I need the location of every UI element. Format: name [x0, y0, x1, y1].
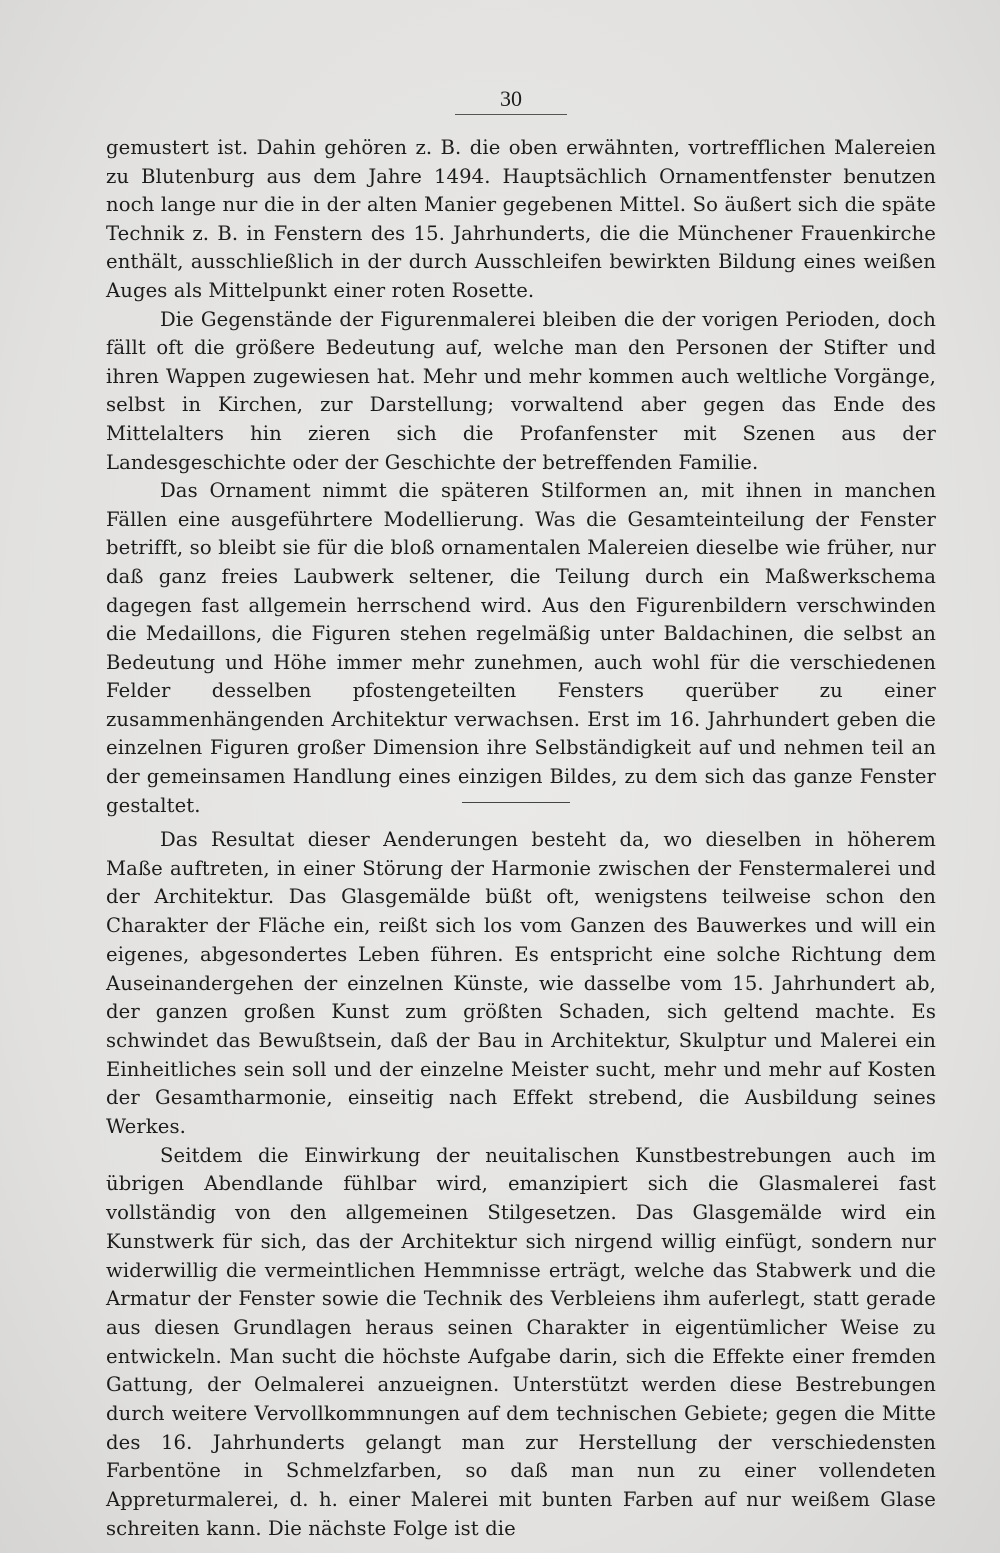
- paragraph: Die Gegenstände der Figurenmalerei bleiben die der vorigen Perioden, doch fällt oft die größere Bedeutung auf, welche man den Personen der Stifter und ihren Wappen zugewiesen hat. Mehr und mehr kommen auch weltliche Vorgänge, selbst in Kirchen, zur Darstellung; vorwaltend aber gegen das Ende des Mittelalters hin zieren sich die Profanfenster mit Szenen aus der Landesgeschichte oder der Geschichte der betreffenden Familie.: [106, 307, 936, 474]
- paragraph: Das Ornament nimmt die späteren Stilformen an, mit ihnen in manchen Fällen eine ausgeführtere Modellierung. Was die Gesamteinteilung der Fenster betrifft, so bleibt sie für die bloß ornamentalen Malereien dieselbe wie früher, nur daß ganz freies Laubwerk seltener, die Teilung durch ein Maßwerkschema dagegen fast allgemein herrschend wird. Aus den Figurenbildern verschwinden die Medaillons, die Figuren stehen regelmäßig unter Baldachinen, die selbst an Bedeutung und Höhe immer mehr zunehmen, auch wohl für die verschiedenen Felder desselben pfostengeteilten Fensters querüber zu einer zusammenhängenden Architektur verwachsen. Erst im 16. Jahrhundert geben die einzelnen Figuren großer Dimension ihre Selbständigkeit auf und nehmen teil an der gemeinsamen Handlung eines einzigen Bildes, zu dem sich das ganze Fenster gestaltet.: [106, 479, 936, 817]
- page-number: 30: [500, 86, 522, 111]
- paragraph: Das Resultat dieser Aenderungen besteht da, wo dieselben in höherem Maße auftreten, in einer Störung der Harmonie zwischen der Fenstermalerei und der Architektur. Das Glasgemälde büßt oft, wenigstens teilweise schon den Charakter der Fläche ein, reißt sich los vom Ganzen des Bauwerkes und will ein eigenes, abgesondertes Leben führen. Es entspricht eine solche Richtung dem Auseinandergehen der einzelnen Künste, wie dasselbe vom 15. Jahrhundert ab, der ganzen großen Kunst zum größten Schaden, sich geltend machte. Es schwindet das Bewußtsein, daß der Bau in Architektur, Skulptur und Malerei ein Einheitliches sein soll und der einzelne Meister sucht, mehr und mehr auf Kosten der Gesamtharmonie, einseitig nach Effekt strebend, die Ausbildung seines Werkes.: [106, 828, 936, 1139]
- paragraph: gemustert ist. Dahin gehören z. B. die oben erwähnten, vortrefflichen Malereien zu Blutenburg aus dem Jahre 1494. Hauptsächlich Ornamentfenster benutzen noch lange nur die in der alten Manier gegebenen Mittel. So äußert sich die späte Technik z. B. in Fenstern des 15. Jahrhunderts, die die Münchener Frauenkirche enthält, ausschließlich in der durch Ausschleifen bewirkten Bildung eines weißen Auges als Mittelpunkt einer roten Rosette.: [106, 136, 936, 302]
- text-block-upper: [106, 134, 936, 820]
- paragraph: Seitdem die Einwirkung der neuitalischen Kunstbestrebungen auch im übrigen Abendlande fühlbar wird, emanzipiert sich die Glasmalerei fast vollständig von den allgemeinen Stilgesetzen. Das Glasgemälde wird ein Kunstwerk für sich, das der Architektur sich nirgend willig einfügt, sondern nur widerwillig die vermeintlichen Hemmnisse erträgt, welche das Stabwerk und die Armatur der Fenster sowie die Technik des Verbleiens ihm auferlegt, statt gerade aus diesen Grundlagen heraus seinen Charakter in eigentümlicher Weise zu entwickeln. Man sucht die höchste Aufgabe darin, sich die Effekte einer fremden Gattung, der Oelmalerei anzueignen. Unterstützt werden diese Bestrebungen durch weitere Vervollkommnungen auf dem technischen Gebiete; gegen die Mitte des 16. Jahrhunderts gelangt man zur Herstellung der verschiedensten Farbentöne in Schmelzfarben, so daß man nun zu einer vollendeten Appreturmalerei, d. h. einer Malerei mit bunten Farben auf nur weißem Glase schreiten kann. Die nächste Folge ist die: [106, 1143, 936, 1540]
- text-block-lower: [106, 826, 936, 1544]
- section-divider: [462, 802, 570, 803]
- page-number-rule: [455, 114, 567, 115]
